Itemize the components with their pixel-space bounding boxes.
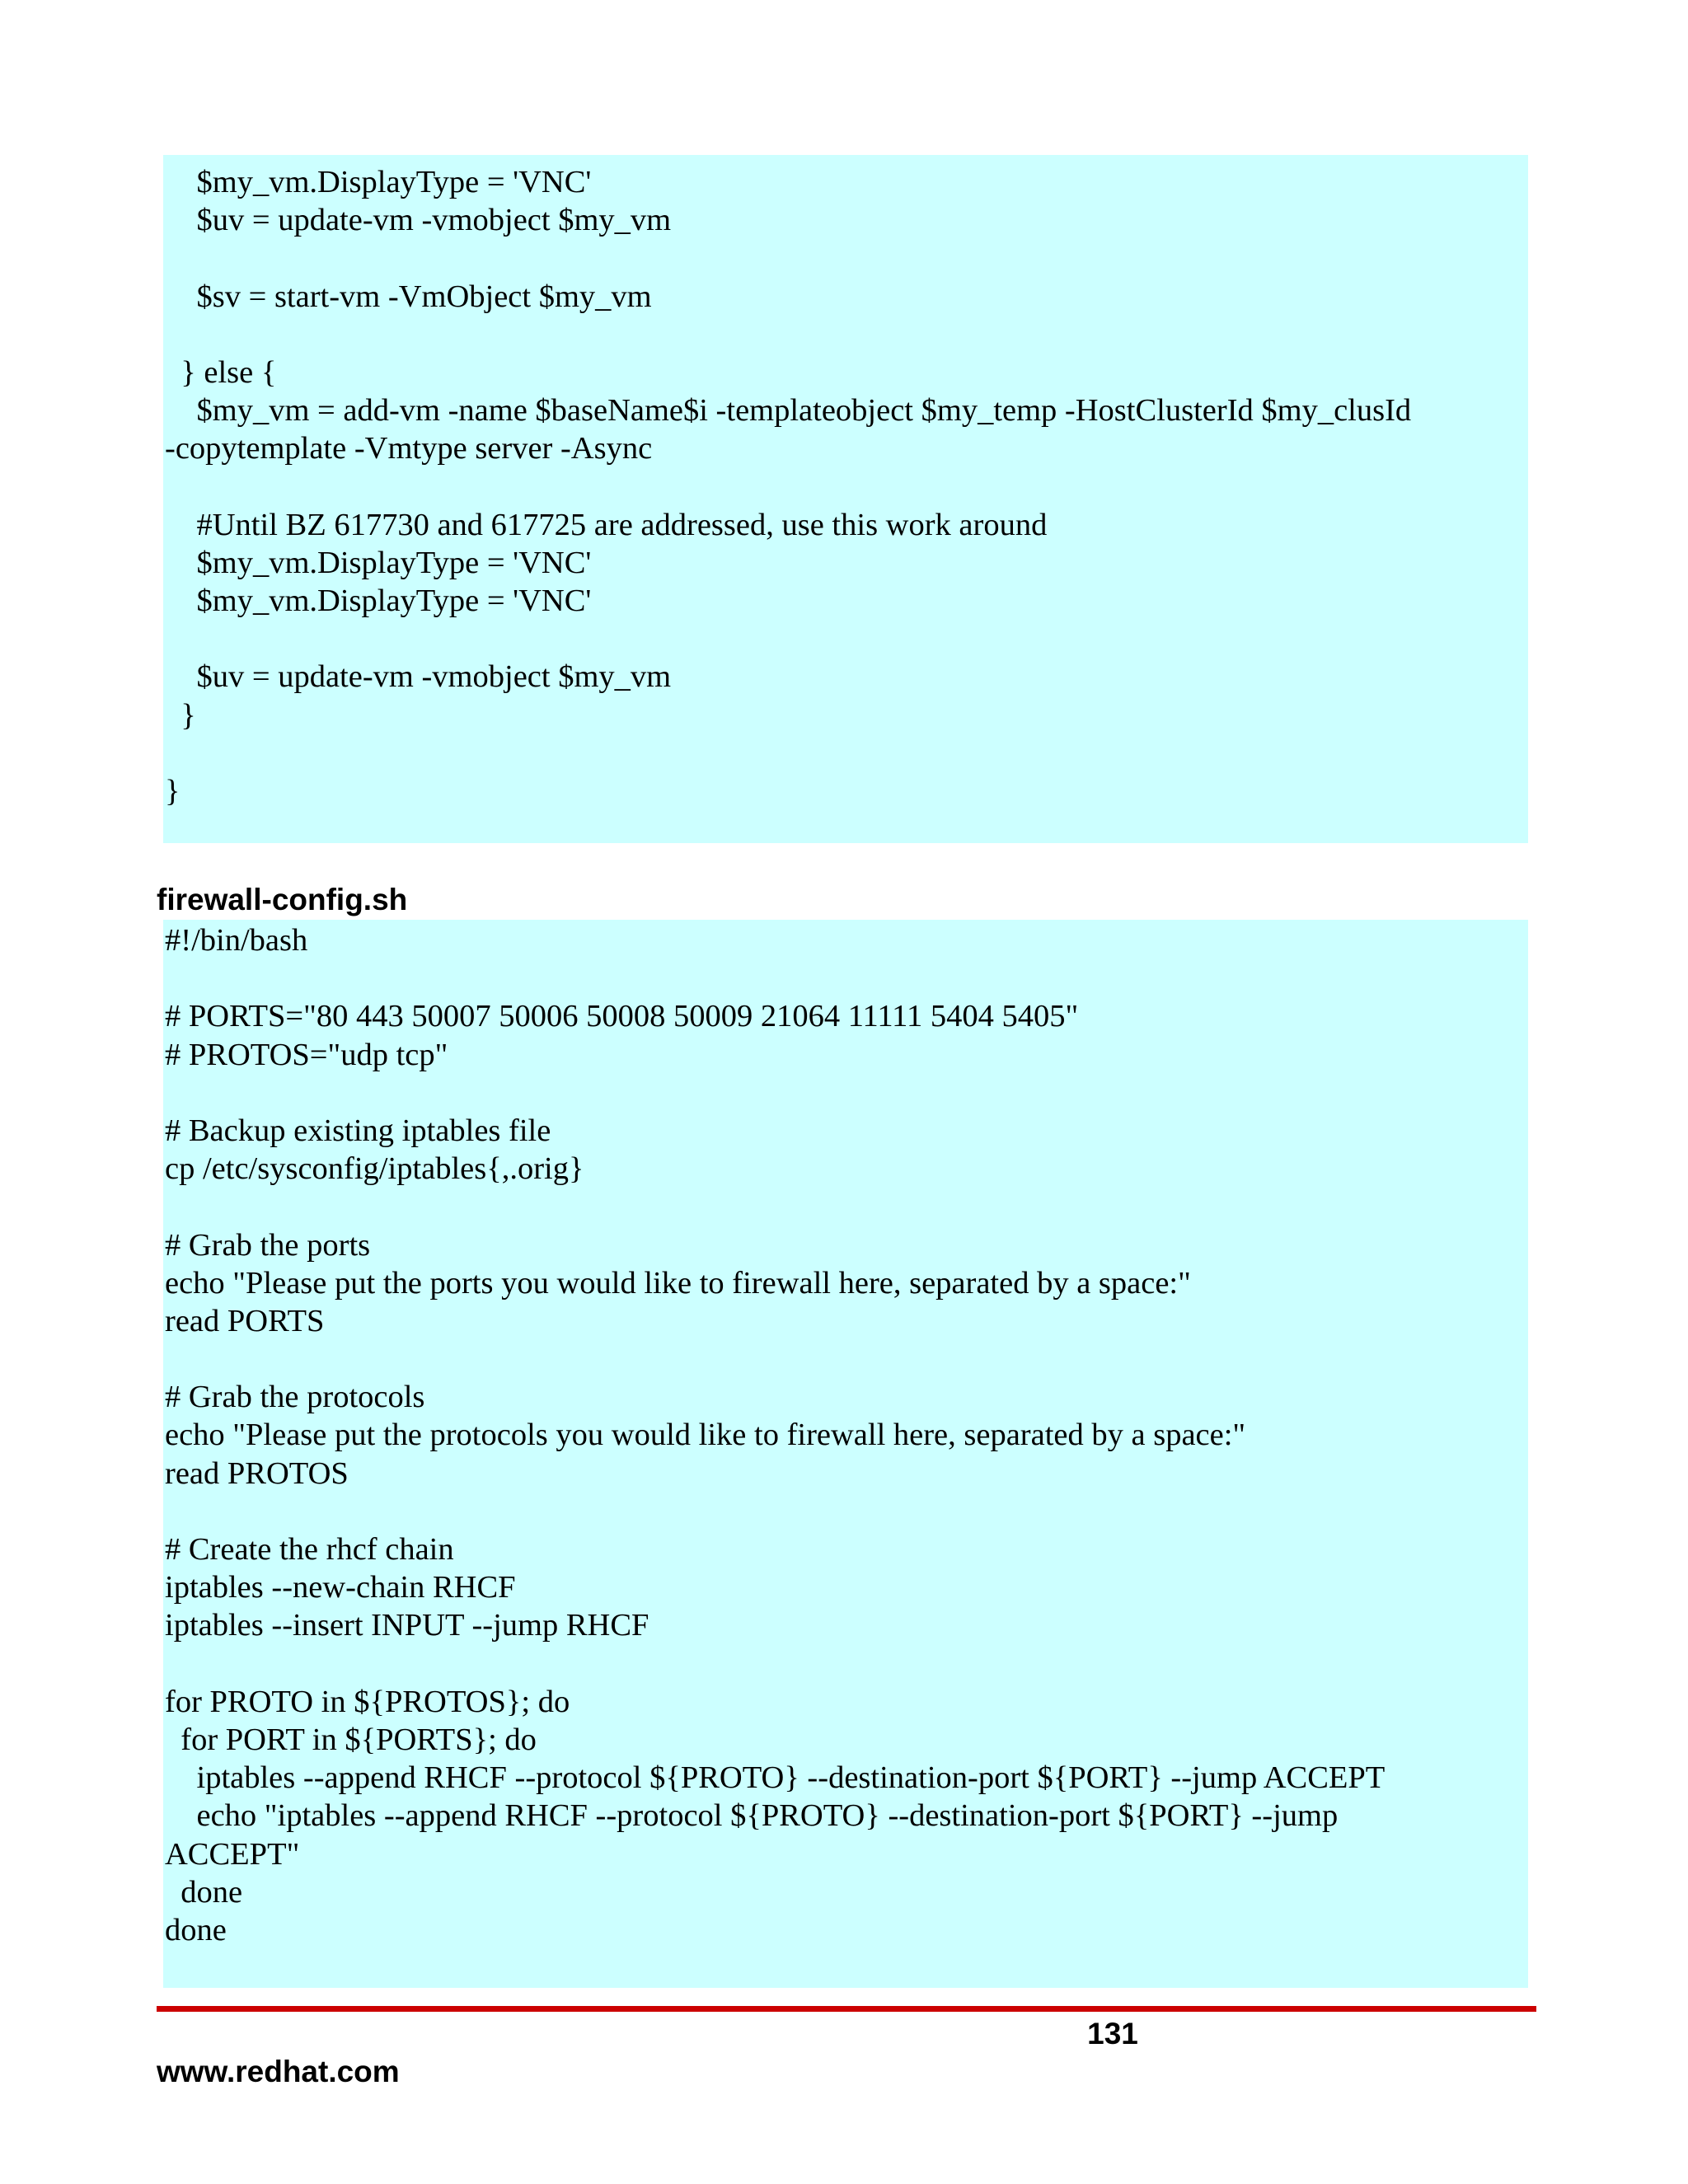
code-line [165,1074,1528,1112]
footer-divider [157,2006,1536,2012]
code-line: for PROTO in ${PROTOS}; do [165,1684,570,1719]
code-line [165,468,1528,506]
code-line: echo "iptables --append RHCF --protocol ${PROTO} --destination-port ${PORT} --jump [165,1798,1339,1834]
code-line: $uv = update-vm -vmobject $my_vm [165,659,672,695]
code-line: } [165,697,196,733]
code-block-powershell [163,155,1528,843]
code-line [165,734,1528,772]
code-line: # Backup existing iptables file [165,1113,551,1148]
code-line: cp /etc/sysconfig/iptables{,.orig} [165,1151,584,1187]
page-number: 131 [1087,2017,1138,2050]
code-line: # PROTOS="udp tcp" [165,1037,448,1072]
code-line: read PORTS [165,1303,325,1338]
code-line [165,316,1528,354]
code-line: $my_vm.DisplayType = 'VNC' [165,583,592,619]
code-line: $sv = start-vm -VmObject $my_vm [165,279,652,314]
code-line: $my_vm.DisplayType = 'VNC' [165,545,592,580]
code-line: } [165,774,181,808]
code-line: # Grab the protocols [165,1380,425,1415]
footer-url: www.redhat.com [157,2055,400,2088]
code-line: done [165,1874,243,1910]
code-line: iptables --append RHCF --protocol ${PROTO} --destination-port ${PORT} --jump ACCEPT [165,1760,1386,1796]
code-line: # Grab the ports [165,1227,371,1263]
code-line: $my_vm.DisplayType = 'VNC' [165,165,592,199]
code-line: for PORT in ${PORTS}; do [165,1722,537,1757]
code-line [165,620,1528,658]
code-line [165,959,1528,997]
code-line: #Until BZ 617730 and 617725 are addressed, use this work around [165,507,1048,542]
code-line: # PORTS="80 443 50007 50006 50008 50009 21064 11111 5404 5405" [165,999,1079,1034]
code-line [165,1188,1528,1226]
code-line: } else { [165,354,277,390]
code-line: $uv = update-vm -vmobject $my_vm [165,203,672,238]
code-line: iptables --insert INPUT --jump RHCF [165,1608,649,1643]
code-line [165,1645,1528,1683]
code-line: done [165,1912,227,1947]
code-line: # Create the rhcf chain [165,1532,454,1567]
code-line: $my_vm = add-vm -name $baseName$i -templateobject $my_temp -HostClusterId $my_clusId [165,393,1412,429]
code-line: echo "Please put the protocols you would like to firewall here, separated by a space:" [165,1418,1246,1453]
code-line [165,239,1528,277]
code-line: echo "Please put the ports you would like to firewall here, separated by a space:" [165,1265,1191,1301]
code-line: -copytemplate -Vmtype server -Async [165,431,653,466]
code-line [165,1340,1528,1378]
section-title: firewall-config.sh [157,883,408,916]
code-block-firewall-script [163,920,1528,1988]
code-line: iptables --new-chain RHCF [165,1570,516,1605]
code-line [165,1493,1528,1530]
code-line: ACCEPT" [165,1836,300,1872]
code-line: read PROTOS [165,1455,349,1491]
code-line: #!/bin/bash [165,923,308,958]
